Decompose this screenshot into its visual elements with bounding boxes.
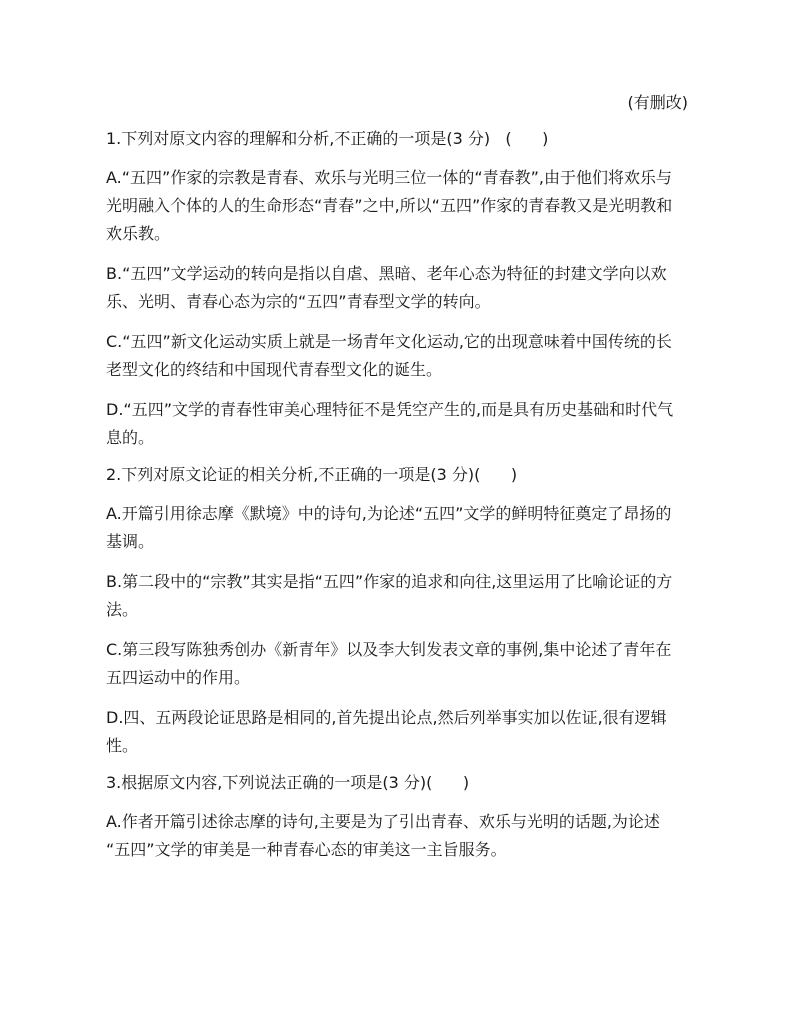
option-line: C.第三段写陈独秀创办《新青年》以及李大钊发表文章的事例,集中论述了青年在 <box>106 640 672 659</box>
option-line: D.四、五两段论证思路是相同的,首先提出论点,然后列举事实加以佐证,很有逻辑 <box>106 708 667 727</box>
option-c <box>106 328 688 384</box>
option-line: 性。 <box>106 736 139 755</box>
option-line: B.第二段中的“宗教”其实是指“五四”作家的追求和向往,这里运用了比喻论证的方 <box>106 572 673 591</box>
source-note: (有删改) <box>627 93 688 112</box>
question-stem: 2.下列对原文论证的相关分析,不正确的一项是(3 分)( ) <box>106 465 518 484</box>
question-3 <box>106 772 688 864</box>
option-line: 老型文化的终结和中国现代青春型文化的诞生。 <box>106 360 443 379</box>
option-d <box>106 396 688 452</box>
option-a <box>106 500 688 556</box>
option-b <box>106 260 688 316</box>
option-d <box>106 704 688 760</box>
option-line: “五四”文学的审美是一种青春心态的审美这一主旨服务。 <box>106 840 507 859</box>
option-line: A.开篇引用徐志摩《默境》中的诗句,为论述“五四”文学的鲜明特征奠定了昂扬的 <box>106 504 672 523</box>
option-c <box>106 636 688 692</box>
question-1 <box>106 128 688 452</box>
question-list <box>106 128 688 876</box>
option-line: D.“五四”文学的青春性审美心理特征不是凭空产生的,而是具有历史基础和时代气 <box>106 400 674 419</box>
option-a <box>106 808 688 864</box>
option-line: 乐、光明、青春心态为宗的“五四”青春型文学的转向。 <box>106 292 491 311</box>
option-line: 息的。 <box>106 428 155 447</box>
question-2 <box>106 464 688 760</box>
option-line: A.“五四”作家的宗教是青春、欢乐与光明三位一体的“青春教”,由于他们将欢乐与 <box>106 168 672 187</box>
option-line: 光明融入个体的人的生命形态“青春”之中,所以“五四”作家的青春教又是光明教和 <box>106 196 673 215</box>
option-line: 五四运动中的作用。 <box>106 668 251 687</box>
option-line: B.“五四”文学运动的转向是指以自虐、黑暗、老年心态为特征的封建文学向以欢 <box>106 264 667 283</box>
option-b <box>106 568 688 624</box>
option-line: 法。 <box>106 600 139 619</box>
option-line: 基调。 <box>106 532 155 551</box>
option-line: 欢乐教。 <box>106 224 171 243</box>
option-line: A.作者开篇引述徐志摩的诗句,主要是为了引出青春、欢乐与光明的话题,为论述 <box>106 812 660 831</box>
option-a <box>106 164 688 248</box>
question-stem: 1.下列对原文内容的理解和分析,不正确的一项是(3 分) ( ) <box>106 129 549 148</box>
question-stem: 3.根据原文内容,下列说法正确的一项是(3 分)( ) <box>106 773 470 792</box>
option-line: C.“五四”新文化运动实质上就是一场青年文化运动,它的出现意味着中国传统的长 <box>106 332 672 351</box>
